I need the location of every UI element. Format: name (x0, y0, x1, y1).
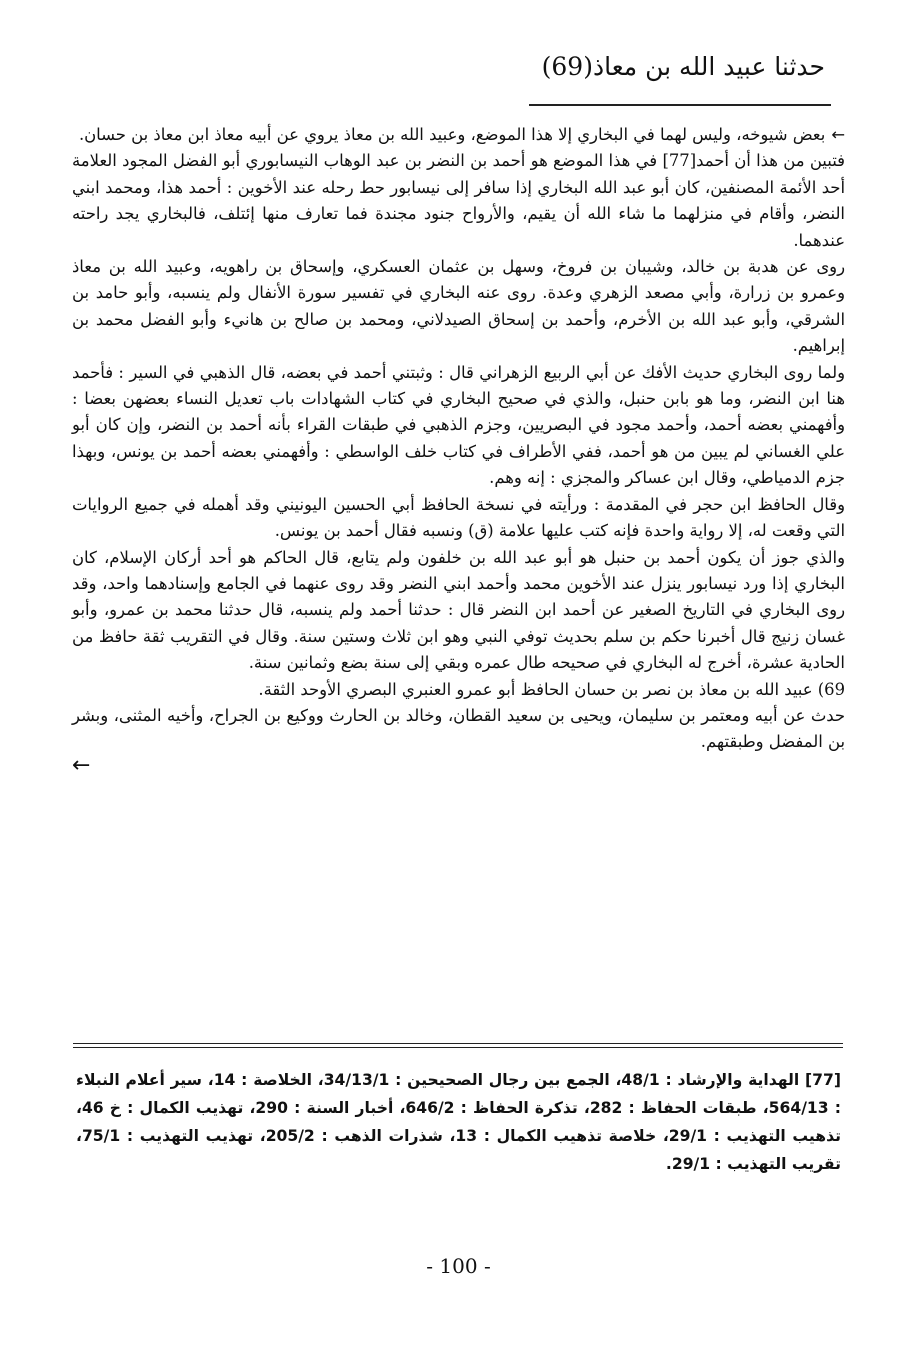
note-number: 69) (817, 679, 845, 699)
main-text (72, 122, 845, 776)
paragraph: روى عن هدبة بن خالد، وشيبان بن فروخ، وسهل بن عثمان العسكري، وإسحاق بن راهويه، وعبيد الله بن معاذ وعمرو بن زرارة، وأبي مصعد الزهري وعدة. روى عنه البخاري في تفسير سورة الأنفال ولم ينسبه، وأبو حامد بن الشرقي، وأبو عبد الله بن الأخرم، وأحمد بن إسحاق الصيدلاني، ومحمد بن صالح بن هانيء وأبو الفضل محمد بن إبراهيم. (72, 257, 845, 356)
end-arrow-icon: ← (72, 752, 91, 778)
header-rule (529, 104, 831, 106)
note-text: عبيد الله بن معاذ بن نصر بن حسان الحافظ أبو عمرو العنبري البصري الأوحد الثقة. (258, 679, 813, 699)
paragraph: والذي جوز أن يكون أحمد بن حنبل هو أبو عبد الله بن خلفون ولم يتابع، قال الحاكم هو أحد أركان الإسلام، كان البخاري إذا ورد نيسابور ينزل عند الأخوين محمد وأحمد ابني النضر وقد روى عنهما في الجامع وإسنادهما واحد، وقد روى البخاري في التاريخ الصغير عن أحمد ابن النضر قال : حدثنا أحمد ولم ينسبه، قال حدثنا محمد بن عمرو، وأبو غسان زنيج قال أخبرنا حكم بن سلم بحديث توفي النبي وهو ابن ثلاث وستين سنة. وقال في التقريب ثقة حافظ من الحادية عشرة، أخرج له البخاري في صحيحه طال عمره وبقي إلى سنة بضع وثمانين سنة. (72, 547, 845, 673)
footnote-separator (73, 1043, 843, 1051)
separator-line (73, 1043, 843, 1044)
paragraph (72, 122, 845, 148)
page-number: - 100 - (426, 1254, 491, 1278)
biography-note (72, 677, 845, 703)
footnote-text: [77] الهداية والإرشاد : 48/1، الجمع بين رجال الصحيحين : 34/13/1، الخلاصة : 14، سير أعلام النبلاء : 564/13، طبقات الحفاظ : 282، تذكرة الحفاظ : 646/2، أخبار السنة : 290، تهذيب الكمال : خ 46، تذهيب التهذيب : 29/1، خلاصة تذهيب الكمال : 13، شذرات الذهب : 205/2، تهذيب التهذيب : 75/1، تقريب التهذيب : 29/1. (76, 1071, 841, 1173)
separator-line (73, 1047, 843, 1048)
paragraph: وقال الحافظ ابن حجر في المقدمة : ورأيته في نسخة الحافظ أبي الحسين اليونيني وقد أهمله في جميع الروايات التي وقعت له، إلا رواية واحدة فإنه كتب عليها علامة (ق) ونسبه فقال أحمد بن يونس. (72, 494, 845, 541)
continuation-arrow-icon: ← (831, 125, 845, 144)
paragraph: فتبين من هذا أن أحمد[77] في هذا الموضع هو أحمد بن النضر بن عبد الوهاب النيسابوري أبو الفضل المجود العلامة أحد الأئمة المصنفين، كان أبو عبد الله البخاري إذا سافر إلى نيسابور حط رحله عند الأخوين : أحمد هذا، ومحمد ابني النضر، وأقام في منزلهما ما شاء الله أن يقيم، والأرواح جنود مجندة فما تعارف منها إئتلف، فالبخاري يجد راحته عندهما. (72, 151, 845, 250)
footnote (76, 1066, 841, 1178)
paragraph: حدث عن أبيه ومعتمر بن سليمان، ويحيى بن سعيد القطان، وخالد بن الحارث ووكيع بن الجراح، وأخيه المثنى، وبشر بن المفضل وطبقتهم. (72, 705, 845, 752)
running-header (85, 52, 825, 81)
paragraph: ولما روى البخاري حديث الأفك عن أبي الربيع الزهراني قال : وثبتني أحمد في بعضه، قال الذهبي في السير : فأحمد هنا ابن النضر، وما هو بابن حنبل، والذي في صحيح البخاري في كتاب الشهادات باب تعديل النساء بعضهن بعضا : وأفهمني بعضه أحمد، وأحمد مجود في البصريين، وجزم الذهبي في طبقات القراء بأنه أحمد بن النضر، وإن كان أبو علي الغساني لم يبين من هو أحمد، ففي الأطراف في كتاب خلف الواسطي : وأفهمني بعضه أحمد بن يونس، وبهذا جزم الدمياطي، وقال ابن عساكر والمجزي : إنه وهم. (72, 362, 845, 488)
running-title: حدثنا عبيد الله بن معاذ(69) (541, 52, 825, 81)
paragraph-text: بعض شيوخه، وليس لهما في البخاري إلا هذا الموضع، وعبيد الله بن معاذ يروي عن أبيه معاذ ابن معاذ بن حسان. (78, 125, 826, 144)
